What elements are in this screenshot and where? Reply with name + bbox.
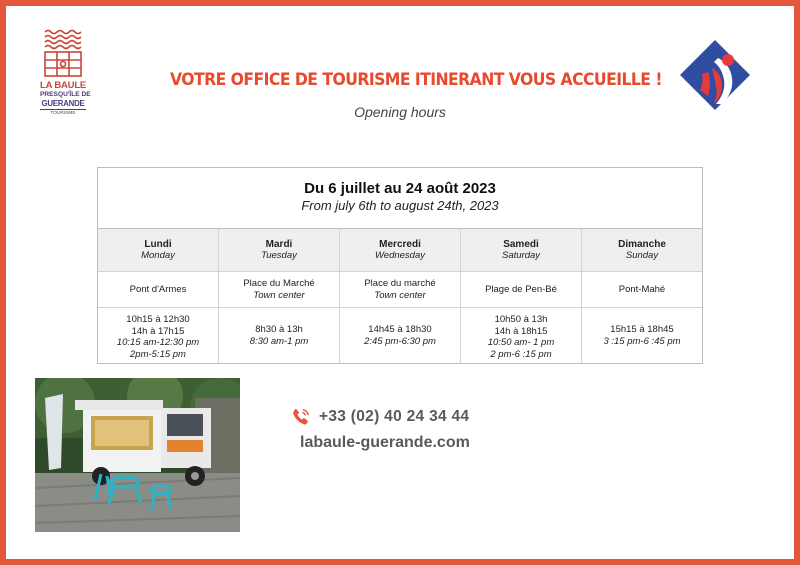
period-french: Du 6 juillet au 24 août 2023 bbox=[304, 180, 496, 197]
day-label: Lundi bbox=[144, 238, 172, 250]
page-subtitle: Opening hours bbox=[354, 104, 446, 120]
brand-line-1: LA BAULE bbox=[40, 80, 87, 91]
tourist-van-photo bbox=[35, 378, 240, 532]
time-range-en: 2pm-5:15 pm bbox=[130, 348, 186, 360]
times-sunday bbox=[582, 308, 702, 363]
place-label: Plage de Pen-Bé bbox=[485, 283, 557, 295]
place-tuesday bbox=[219, 272, 340, 307]
day-label: Mardi bbox=[265, 238, 293, 250]
day-sunday bbox=[582, 229, 702, 271]
time-range: 14h45 à 18h30 bbox=[368, 324, 432, 335]
time-range: 14h à 17h15 bbox=[131, 325, 185, 337]
time-range: 10h50 à 13h bbox=[494, 314, 548, 325]
day-label: Dimanche bbox=[618, 238, 666, 250]
times-saturday bbox=[461, 308, 582, 363]
place-label-en: Town center bbox=[374, 289, 426, 301]
day-wednesday bbox=[340, 229, 461, 271]
phone-number: +33 (02) 40 24 34 44 bbox=[319, 408, 470, 425]
places-row bbox=[98, 272, 702, 308]
day-label-en: Monday bbox=[141, 250, 175, 261]
day-label-en: Sunday bbox=[625, 250, 659, 261]
times-monday bbox=[98, 308, 219, 363]
time-range: 8h30 à 13h bbox=[255, 324, 303, 335]
times-tuesday bbox=[219, 308, 340, 363]
time-range: 14h à 18h15 bbox=[494, 325, 548, 337]
day-label-en: Wednesday bbox=[375, 250, 425, 261]
place-label-en: Town center bbox=[253, 289, 305, 301]
times-wednesday bbox=[340, 308, 461, 363]
brand-line-3: GUERANDE bbox=[41, 99, 85, 108]
period-english: From july 6th to august 24th, 2023 bbox=[301, 198, 499, 213]
time-range: 15h15 à 18h45 bbox=[610, 324, 674, 335]
place-label: Pont-Mahé bbox=[618, 283, 666, 295]
time-range: 10h15 à 12h30 bbox=[126, 314, 190, 325]
times-row bbox=[98, 308, 702, 363]
day-label-en: Tuesday bbox=[261, 250, 297, 261]
day-label: Mercredi bbox=[379, 238, 421, 250]
brand-wave-icon bbox=[42, 28, 84, 78]
brand-line-4: TOURISME bbox=[40, 109, 86, 118]
place-saturday bbox=[461, 272, 582, 307]
time-range-en: 3 :15 pm-6 :45 pm bbox=[603, 335, 681, 347]
time-range-en: 10:50 am- 1 pm bbox=[487, 337, 555, 348]
place-monday bbox=[98, 272, 219, 307]
day-saturday bbox=[461, 229, 582, 271]
website-link[interactable]: labaule-guerande.com bbox=[300, 434, 470, 451]
place-wednesday bbox=[340, 272, 461, 307]
phone-contact[interactable] bbox=[290, 406, 469, 428]
day-monday bbox=[98, 229, 219, 271]
place-label: Place du Marché bbox=[243, 278, 315, 289]
place-label: Place du marché bbox=[364, 278, 436, 289]
day-label-en: Saturday bbox=[501, 250, 541, 261]
page-title: VOTRE OFFICE DE TOURISME ITINERANT VOUS ACCUEILLE ! bbox=[170, 70, 662, 90]
days-row bbox=[98, 229, 702, 272]
period-header bbox=[98, 168, 702, 229]
time-range-en: 10:15 am-12:30 pm bbox=[116, 337, 200, 348]
brand-line-2: PRESQU'ÎLE DE bbox=[40, 91, 91, 98]
day-tuesday bbox=[219, 229, 340, 271]
place-label: Pont d'Armes bbox=[129, 283, 187, 295]
time-range-en: 2:45 pm-6:30 pm bbox=[364, 335, 436, 347]
opening-hours-table bbox=[97, 167, 703, 364]
la-baule-tourisme-logo bbox=[40, 28, 91, 118]
tourist-office-logo-icon bbox=[678, 38, 752, 112]
time-range-en: 8:30 am-1 pm bbox=[249, 335, 309, 347]
time-range-en: 2 pm-6 :15 pm bbox=[490, 348, 552, 360]
phone-icon bbox=[290, 406, 312, 428]
place-sunday bbox=[582, 272, 702, 307]
day-label: Samedi bbox=[503, 238, 539, 250]
